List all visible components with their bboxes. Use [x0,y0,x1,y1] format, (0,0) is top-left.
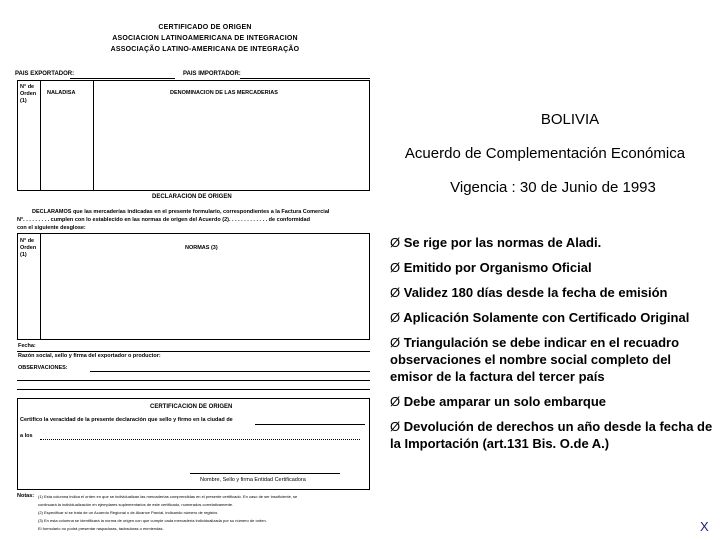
arrow-bullet-icon: Ø [390,335,401,350]
rule-item: Ø Triangulación se debe indicar en el recuadro observaciones el nombre social completo del emisor de la factura del tercer país [390,335,680,384]
note-3: (3) En esta columna se identificará la norma de origen con que cumple cada mercadería individualizada por su número de orden. [38,518,267,523]
form-title: CERTIFICADO DE ORIGEN [158,24,252,31]
divider [17,351,370,352]
arrow-bullet-icon: Ø [390,394,401,409]
observations-line [17,389,370,390]
notes-list [38,493,368,533]
exporter-line [70,78,175,79]
rule-item: Ø Emitido por Organismo Oficial [390,260,592,275]
declaration-line-3: con el siguiente desglose: [17,225,86,231]
observations-line [90,371,370,372]
city-line [255,424,365,425]
arrow-bullet-icon: Ø [390,260,401,275]
table-divider [40,80,41,191]
origin-declaration-title: DECLARACION DE ORIGEN [152,194,232,200]
col-naladisa-header: NALADISA [47,90,76,96]
form-org-es: ASOCIACION LATINOAMERICANA DE INTEGRACION [112,35,298,42]
note-1: (1) Esta columna indica el orden en que se individualizan las mercaderías comprendidas en el presente certificado. En caso de ser insuficiente, se [38,494,298,499]
exporter-signature-label: Razón social, sello y firma del exportador o productor: [18,353,161,359]
note-2: (2) Especificar si se trata de un Acuerdo Regional o de Alcance Parcial, indicando número de registro. [38,510,219,515]
validity-text: Vigencia : 30 de Junio de 1993 [450,179,656,196]
agreement-title: Acuerdo de Complementación Económica [404,145,686,162]
declaration-line-1: DECLARAMOS que las mercaderías indicadas en el presente formulario, correspondientes a la Factura Comercial [32,209,330,215]
rule-item: Ø Validez 180 días desde la fecha de emisión [390,285,668,300]
rule-item: Ø Aplicación Solamente con Certificado Original [390,310,690,325]
arrow-bullet-icon: Ø [390,235,401,250]
form-header [90,22,320,55]
col-orden-header: N° de Orden (1) [20,84,37,104]
importer-line [240,78,370,79]
certification-box [17,398,370,490]
col-denominacion-header: DENOMINACION DE LAS MERCADERIAS [170,90,278,96]
table-divider [93,80,94,191]
arrow-bullet-icon: Ø [390,419,401,434]
notes-label: Notas: [17,493,35,499]
arrow-bullet-icon: Ø [390,285,401,300]
col-normas-header: NORMAS (3) [185,245,218,251]
table-divider [40,233,41,340]
date-label: Fecha: [18,343,36,349]
a-los-label: a los [20,433,33,439]
certification-title: CERTIFICACION DE ORIGEN [150,404,233,410]
certification-text: Certifico la veracidad de la presente declaración que sello y firmo en la ciudad de [20,417,233,423]
observations-line [17,380,370,381]
country-title: BOLIVIA [540,111,600,128]
importer-country-label: PAIS IMPORTADOR: [183,71,241,77]
rule-item: Ø Devolución de derechos un año desde la fecha de la Importación (art.131 Bis. O.de A.) [390,419,713,451]
note-1b: continuará la individualización en ejemplares suplementarios de este certificado, numerados correlativamente. [38,502,234,507]
form-org-pt: ASSOCIAÇÃO LATINO-AMERICANA DE INTEGRAÇÃO [110,46,300,53]
observations-label: OBSERVACIONES: [18,365,68,371]
date-dotted-line [40,439,360,440]
signature-line [190,473,340,474]
rule-item: Ø Debe amparar un solo embarque [390,394,607,409]
note-4: El formulario no podrá presentar raspaduras, tachaduras o enmiendas. [38,526,164,531]
rule-item: Ø Se rige por las normas de Aladi. [390,235,602,250]
declaration-line-2: N°. . . . . . . . . cumplen con lo establecido en las normas de origen del Acuerdo (2). . . . . . . . . . . . . de conformidad [17,217,310,223]
col-orden-header-2: N° de Orden (1) [20,238,37,258]
exporter-country-label: PAIS EXPORTADOR: [15,71,75,77]
arrow-bullet-icon: Ø [390,310,401,325]
rules-list [390,234,715,460]
close-button[interactable]: X [700,519,709,534]
certifier-signature-label: Nombre, Sello y firma Entidad Certificadora [200,477,306,483]
